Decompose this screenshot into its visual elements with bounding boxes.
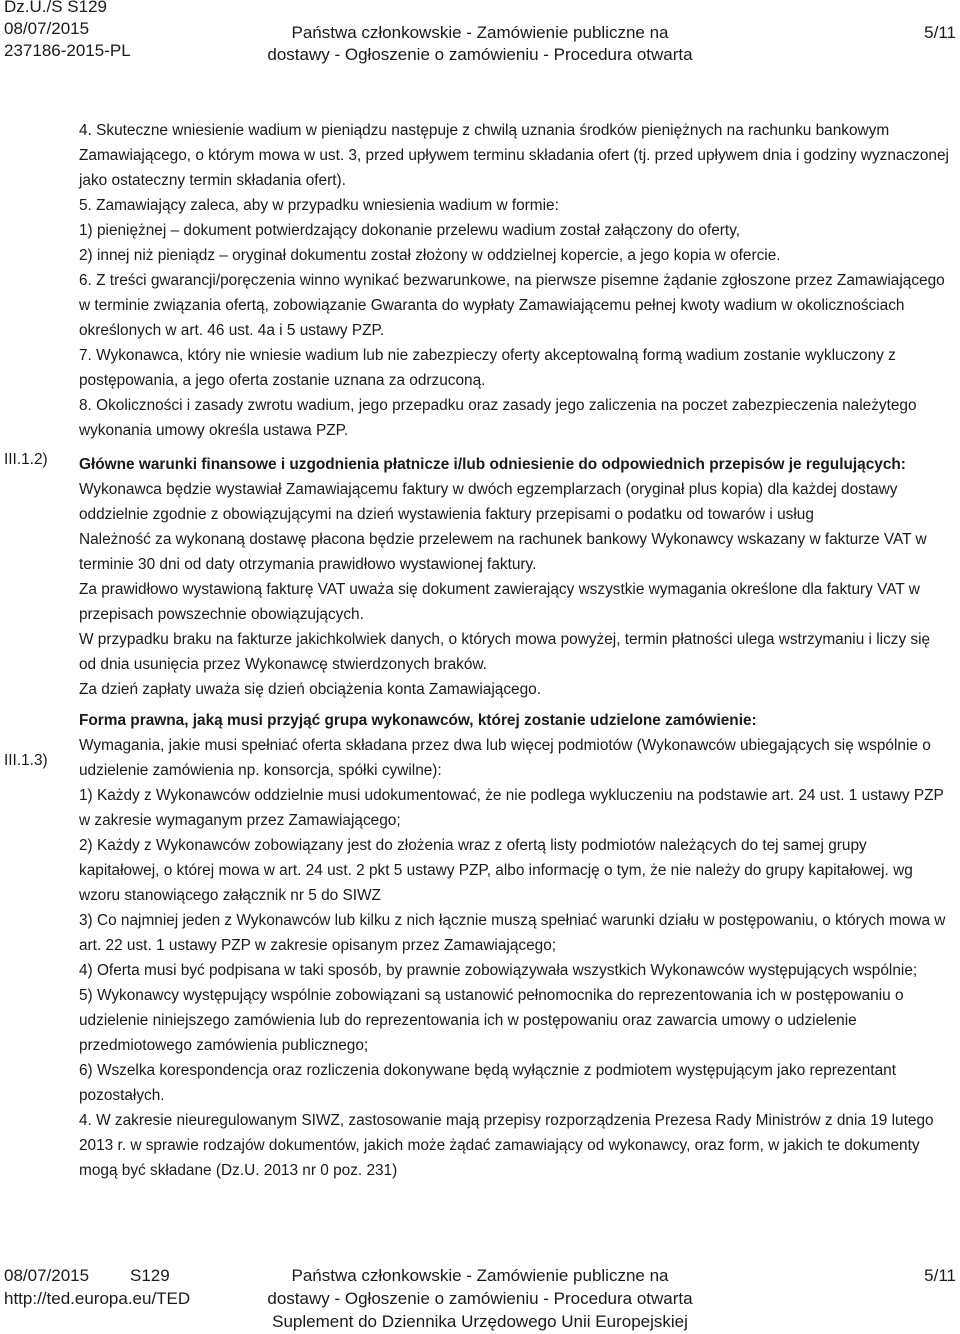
header-reference bbox=[4, 0, 131, 62]
paragraph: 4. W zakresie nieuregulowanym SIWZ, zastosowanie mają przepisy rozporządzenia Prezesa Rady Ministrów z dnia 19 lutego 2013 r. w sprawie rodzajów dokumentów, jakich może żądać zamawiający od wykonawcy, oraz form, w jakich te dokumenty mogą być składane (Dz.U. 2013 nr 0 poz. 231) bbox=[79, 1112, 934, 1179]
footer-title-line-3: Suplement do Dziennika Urzędowego Unii Europejskiej bbox=[272, 1312, 688, 1331]
notice-number: 237186-2015-PL bbox=[4, 41, 131, 60]
paragraph: 4. Skuteczne wniesienie wadium w pieniądzu następuje z chwilą uznania środków pieniężnych na rachunku bankowym Zamawiającego, o którym mowa w ust. 3, przed upływem terminu składania ofert (tj. przed upływem dnia i godziny wyznaczonej jako ostateczny termin składania ofert). bbox=[79, 122, 949, 189]
paragraph: 4) Oferta musi być podpisana w taki sposób, by prawnie zobowiązywała wszystkich Wykonawców występujących wspólnie; bbox=[79, 962, 918, 979]
paragraph: 8. Okoliczności i zasady zwrotu wadium, jego przepadku oraz zasady jego zaliczenia na poczet zabezpieczenia należytego wykonania umowy określa ustawa PZP. bbox=[79, 397, 917, 439]
footer-date: 08/07/2015 bbox=[4, 1266, 90, 1285]
paragraph: 5) Wykonawcy występujący wspólnie zobowiązani są ustanowić pełnomocnika do reprezentowania ich w postępowaniu o udzielenie niniejszego zamówienia lub do reprezentowania ich w postępowaniu oraz zawarcia umowy o udzielenie przedmiotowego zamówienia publicznego; bbox=[79, 987, 904, 1054]
header-title-line-1: Państwa członkowskie - Zamówienie publiczne na bbox=[291, 23, 669, 42]
paragraph: W przypadku braku na fakturze jakichkolwiek danych, o których mowa powyżej, termin płatności ulega wstrzymaniu i liczy się od dnia usunięcia przez Wykonawcę stwierdzonych braków. bbox=[79, 631, 931, 673]
journal-reference: Dz.U./S S129 bbox=[4, 0, 107, 16]
paragraph: Wymagania, jakie musi spełniać oferta składana przez dwa lub więcej podmiotów (Wykonawców ubiegających się wspólnie o udzielenie zamówienia np. konsorcja, spółki cywilne): bbox=[79, 737, 931, 779]
footer-url[interactable]: http://ted.europa.eu/TED bbox=[4, 1289, 191, 1308]
paragraph: Za dzień zapłaty uważa się dzień obciążenia konta Zamawiającego. bbox=[79, 681, 541, 698]
paragraph: Za prawidłowo wystawioną fakturę VAT uważa się dokument zawierający wszystkie wymagania określone dla faktury VAT w przepisach powszechnie obowiązujących. bbox=[79, 581, 920, 623]
paragraph: 1) Każdy z Wykonawców oddzielnie musi udokumentować, że nie podlega wykluczeniu na podstawie art. 24 ust. 1 ustawy PZP w zakresie wymaganym przez Zamawiającego; bbox=[79, 787, 944, 829]
paragraph: 6) Wszelka korespondencja oraz rozliczenia dokonywane będą wyłącznie z podmiotem występującym jako reprezentant pozostałych. bbox=[79, 1062, 896, 1104]
footer-code: S129 bbox=[130, 1266, 170, 1285]
header-page-number: 5/11 bbox=[924, 23, 956, 42]
footer-reference bbox=[4, 1264, 190, 1310]
paragraph: 5. Zamawiający zaleca, aby w przypadku wniesienia wadium w formie: bbox=[79, 197, 559, 214]
paragraph: 1) pieniężnej – dokument potwierdzający dokonanie przelewu wadium został załączony do oferty, bbox=[79, 222, 741, 239]
footer-page-number: 5/11 bbox=[924, 1266, 956, 1285]
publication-date: 08/07/2015 bbox=[4, 19, 90, 38]
paragraph: Wykonawca będzie wystawiał Zamawiającemu faktury w dwóch egzemplarzach (oryginał plus kopia) dla każdej dostawy oddzielnie zgodnie z obowiązującymi na dzień wystawienia faktury przepisami o podatku od towarów i usług bbox=[79, 481, 898, 523]
paragraph: 2) Każdy z Wykonawców zobowiązany jest do złożenia wraz z ofertą listy podmiotów należących do tej samej grupy kapitałowej, o której mowa w art. 24 ust. 2 pkt 5 ustawy PZP, albo informację o tym, że nie należy do grupy kapitałowej. wg wzoru stanowiącego załącznik nr 5 do SIWZ bbox=[79, 837, 913, 904]
paragraph: 2) innej niż pieniądz – oryginał dokumentu został złożony w oddzielnej kopercie, a jego kopia w ofercie. bbox=[79, 247, 781, 264]
paragraph: 7. Wykonawca, który nie wniesie wadium lub nie zabezpieczy oferty akceptowalną formą wadium zostanie wykluczony z postępowania, a jego oferta zostanie uznana za odrzuconą. bbox=[79, 347, 896, 389]
footer-title-line-1: Państwa członkowskie - Zamówienie publiczne na bbox=[291, 1266, 669, 1285]
section-title-iii-1-2: Główne warunki finansowe i uzgodnienia płatnicze i/lub odniesienie do odpowiednich przepisów je regulujących: bbox=[79, 456, 906, 473]
paragraph: 6. Z treści gwarancji/poręczenia winno wynikać bezwarunkowe, na pierwsze pisemne żądanie zgłoszone przez Zamawiającego w terminie związania ofertą, zobowiązanie Gwaranta do wypłaty Zamawiającemu pełnej kwoty wadium w okolicznościach określonych w art. 46 ust. 4a i 5 ustawy PZP. bbox=[79, 272, 945, 339]
document-body bbox=[79, 118, 951, 1183]
header-title-line-2: dostawy - Ogłoszenie o zamówieniu - Procedura otwarta bbox=[267, 45, 693, 64]
section-number-iii-1-3: III.1.3) bbox=[4, 752, 48, 769]
footer-title bbox=[250, 1264, 710, 1333]
section-number-iii-1-2: III.1.2) bbox=[4, 451, 48, 468]
paragraph: 3) Co najmniej jeden z Wykonawców lub kilku z nich łącznie muszą spełniać warunki działu w postępowaniu, o których mowa w art. 22 ust. 1 ustawy PZP w zakresie opisanym przez Zamawiającego; bbox=[79, 912, 946, 954]
section-title-iii-1-3: Forma prawna, jaką musi przyjąć grupa wykonawców, której zostanie udzielone zamówienie: bbox=[79, 712, 757, 729]
header-title bbox=[250, 22, 710, 66]
paragraph: Należność za wykonaną dostawę płacona będzie przelewem na rachunek bankowy Wykonawcy wskazany w fakturze VAT w terminie 30 dni od daty otrzymania prawidłowo wystawionej faktury. bbox=[79, 531, 927, 573]
footer-title-line-2: dostawy - Ogłoszenie o zamówieniu - Procedura otwarta bbox=[267, 1289, 693, 1308]
